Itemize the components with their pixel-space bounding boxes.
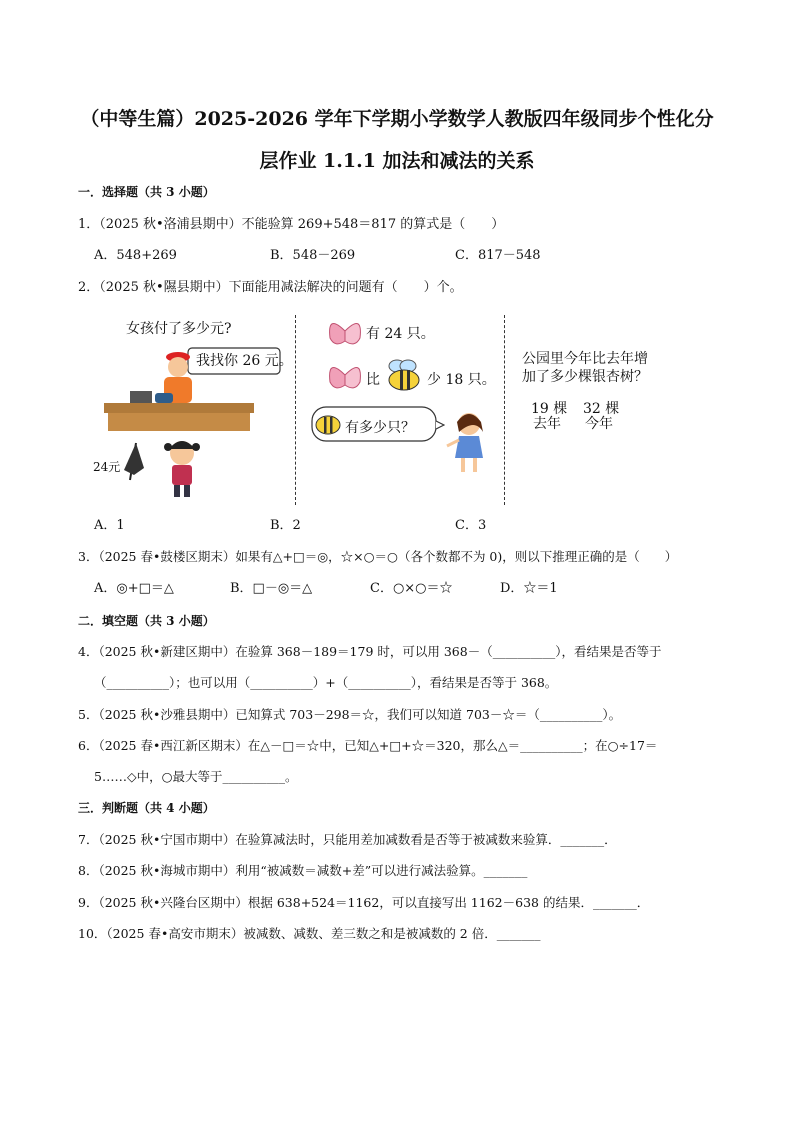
panel2-line1: 有 24 只。 <box>366 326 435 342</box>
section-heading-choice: 一．选择题（共 3 小题） <box>78 185 215 199</box>
panel2-line2-suffix: 少 18 只。 <box>427 372 496 388</box>
panel3-label-this-year: 今年 <box>585 416 613 432</box>
section-heading-judge: 三．判断题（共 4 小题） <box>78 801 215 815</box>
q1-option-b: B．548－269 <box>270 248 356 263</box>
q2-option-a: A．1 <box>94 518 125 533</box>
panel3-value-last-year: 19 棵 <box>531 401 568 417</box>
butterfly-icons <box>325 313 365 403</box>
document-title-line1: （中等生篇）2025-2026 学年下学期小学数学人教版四年级同步个性化分 <box>80 108 714 130</box>
bee-icon <box>384 358 424 392</box>
q10-text: 10．（2025 春•高安市期末）被减数、减数、差三数之和是被减数的 2 倍．_______ <box>78 926 541 941</box>
q3-option-b: B．□－◎＝△ <box>230 581 313 596</box>
section-heading-fill: 二．填空题（共 3 小题） <box>78 614 215 628</box>
document-title-line2: 层作业 1.1.1 加法和减法的关系 <box>259 150 535 172</box>
q3-option-d: D．☆＝1 <box>500 581 558 596</box>
q3-stem: 3．（2025 春•鼓楼区期末）如果有△+□＝◎，☆×○＝○（各个数都不为 0)，则以下推理正确的是（ ） <box>78 549 678 564</box>
q2-option-b: B．2 <box>270 518 301 533</box>
q9-text: 9．（2025 秋•兴隆台区期中）根据 638+524＝1162，可以直接写出 1162－638 的结果．_______． <box>78 895 650 910</box>
panel1-bubble-text: 我找你 26 元。 <box>196 353 293 369</box>
q4-line2: （__________）；也可以用（__________）+（__________），看结果是否等于 368。 <box>94 675 558 690</box>
q3-option-a: A．◎+□＝△ <box>94 581 174 596</box>
divider-2 <box>504 315 505 505</box>
q2-option-c: C．3 <box>455 518 487 533</box>
q8-text: 8．（2025 秋•海城市期中）利用“被减数＝减数+差”可以进行减法验算。_______ <box>78 863 528 878</box>
panel3-line2: 加了多少棵银杏树？ <box>522 369 648 385</box>
panel3-label-last-year: 去年 <box>533 416 561 432</box>
q3-option-c: C．○×○＝☆ <box>370 581 453 596</box>
panel3-line1: 公园里今年比去年增 <box>522 351 648 367</box>
q6-line2: 5……◇中，○最大等于__________。 <box>94 769 298 784</box>
divider-1 <box>295 315 296 505</box>
panel1-price-tag: 24元 <box>93 460 121 474</box>
panel2-line2-prefix: 比 <box>366 372 380 388</box>
panel2-bubble-text: 有多少只？ <box>345 420 415 436</box>
q7-text: 7．（2025 秋•宁国市期中）在验算减法时，只能用差加减数看是否等于被减数来验算．_______． <box>78 832 617 847</box>
q1-stem: 1．（2025 秋•洛浦县期中）不能验算 269+548＝817 的算式是（ ） <box>78 217 505 232</box>
panel3-value-this-year: 32 棵 <box>583 401 620 417</box>
q1-option-a: A．548+269 <box>94 248 177 263</box>
q2-stem: 2．（2025 秋•隰县期中）下面能用减法解决的问题有（ ）个。 <box>78 280 463 295</box>
q1-option-c: C．817－548 <box>455 248 541 263</box>
q4-line1: 4．（2025 秋•新建区期中）在验算 368－189＝179 时，可以用 368－（__________），看结果是否等于 <box>78 644 662 659</box>
panel1-question: 女孩付了多少元? <box>126 321 232 337</box>
girl-figure <box>445 410 490 478</box>
q6-line1: 6．（2025 春•西江新区期末）在△－□＝☆中，已知△+□+☆＝320，那么△＝__________；在○÷17＝ <box>78 738 658 753</box>
q5-line1: 5．（2025 秋•沙雅县期中）已知算式 703－298＝☆，我们可以知道 703－☆＝（__________）。 <box>78 707 622 722</box>
